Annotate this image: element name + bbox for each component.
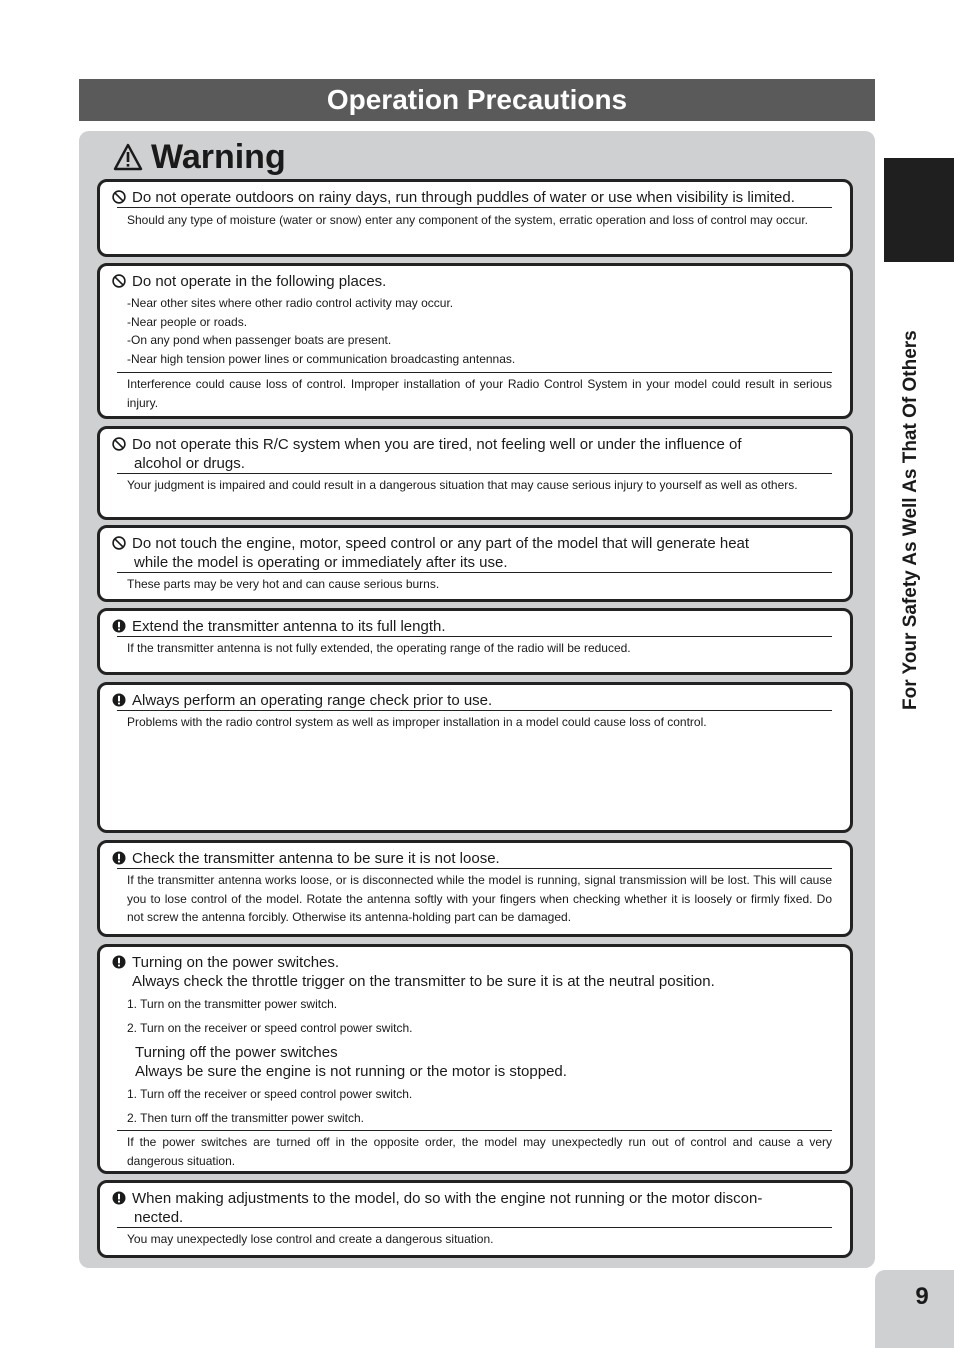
precaution-heading (112, 188, 832, 207)
subheading-cont: Always be sure the engine is not running or the motor is stopped. (135, 1063, 567, 1080)
heading-text: When making adjustments to the model, do so with the engine not running or the motor discon- (132, 1190, 763, 1207)
precaution-box (97, 1180, 853, 1258)
step-item: 1. Turn off the receiver or speed control power switch. (127, 1087, 413, 1101)
heading-text: Turning on the power switches. (132, 954, 340, 971)
heading-text: Do not touch the engine, motor, speed control or any part of the model that will generate heat (132, 535, 750, 552)
precaution-box (97, 608, 853, 675)
precaution-body: If the transmitter antenna works loose, or is disconnected while the model is running, signal transmission will be lost. This will cause you to lose control of the model. Rotate the antenna softly with your fingers when checking whether it is loosely or firmly fixed. Do not screw the antenna forcibly. Otherwise its antenna-holding part can be damaged. (127, 873, 832, 924)
precaution-heading (112, 435, 832, 473)
heading-text: Do not operate this R/C system when you are tired, not feeling well or under the influence of (132, 436, 742, 453)
heading-text-cont: while the model is operating or immediately after its use. (134, 554, 508, 571)
heading-text: Do not operate outdoors on rainy days, run through puddles of water or use when visibility is limited. (132, 189, 795, 206)
heading-text: Check the transmitter antenna to be sure it is not loose. (132, 850, 500, 867)
warning-title: Warning (151, 137, 286, 176)
precaution-box (97, 840, 853, 937)
heading-text-cont: nected. (134, 1209, 184, 1226)
side-tab-label: For Your Safety As Well As That Of Others (900, 330, 921, 710)
divider (117, 636, 832, 637)
list-item: -Near other sites where other radio control activity may occur. (127, 296, 454, 310)
section-tab (884, 158, 954, 262)
heading-text: Always perform an operating range check prior to use. (132, 692, 493, 709)
prohibited-icon (112, 437, 126, 451)
precaution-body: If the power switches are turned off in the opposite order, the model may unexpectedly run out of control and cause a very dangerous situation. (127, 1135, 832, 1168)
precaution-body: If the transmitter antenna is not fully extended, the operating range of the radio will be reduced. (127, 641, 631, 655)
exclamation-icon (112, 693, 126, 707)
exclamation-icon (112, 851, 126, 865)
divider (117, 207, 832, 208)
page-number: 9 (915, 1283, 929, 1310)
prohibited-icon (112, 536, 126, 550)
precaution-body: Interference could cause loss of control. Improper installation of your Radio Control System in your model could result in serious injury. (127, 377, 832, 410)
precaution-body: Your judgment is impaired and could result in a dangerous situation that may cause serious injury to yourself as well as others. (127, 478, 798, 492)
precaution-heading (112, 1189, 832, 1227)
precaution-box (97, 263, 853, 419)
exclamation-icon (112, 1191, 126, 1205)
precaution-heading (112, 534, 832, 572)
precaution-heading (112, 272, 832, 291)
divider (117, 1130, 832, 1131)
heading-text: Do not operate in the following places. (132, 273, 387, 290)
warning-heading (113, 135, 286, 179)
divider (117, 710, 832, 711)
list-item: -Near high tension power lines or communication broadcasting antennas. (127, 352, 516, 366)
precaution-heading (112, 691, 832, 710)
page-title: Operation Precautions (79, 79, 875, 121)
heading-text: Extend the transmitter antenna to its full length. (132, 618, 446, 635)
prohibited-icon (112, 274, 126, 288)
precaution-box (97, 525, 853, 602)
divider (117, 572, 832, 573)
divider (117, 1227, 832, 1228)
heading-text-cont: Always check the throttle trigger on the transmitter to be sure it is at the neutral position. (132, 973, 715, 990)
warning-triangle-icon (113, 143, 143, 171)
precaution-box (97, 682, 853, 833)
divider (117, 868, 832, 869)
exclamation-icon (112, 619, 126, 633)
precaution-heading (112, 849, 832, 868)
list-item: -Near people or roads. (127, 315, 248, 329)
precaution-body: Should any type of moisture (water or snow) enter any component of the system, erratic operation and loss of control may occur. (127, 213, 808, 227)
precaution-heading (112, 617, 832, 636)
step-item: 2. Turn on the receiver or speed control power switch. (127, 1021, 413, 1035)
precaution-box (97, 179, 853, 257)
precaution-heading (112, 953, 832, 991)
precaution-body: These parts may be very hot and can cause serious burns. (127, 577, 440, 591)
step-item: 1. Turn on the transmitter power switch. (127, 997, 338, 1011)
precaution-box (97, 944, 853, 1174)
step-item: 2. Then turn off the transmitter power switch. (127, 1111, 364, 1125)
exclamation-icon (112, 955, 126, 969)
list-item: -On any pond when passenger boats are present. (127, 333, 392, 347)
precaution-body: You may unexpectedly lose control and create a dangerous situation. (127, 1232, 494, 1246)
precaution-box (97, 426, 853, 520)
prohibited-icon (112, 190, 126, 204)
divider (117, 372, 832, 373)
heading-text-cont: alcohol or drugs. (134, 455, 245, 472)
subheading: Turning off the power switches (135, 1044, 338, 1061)
divider (117, 473, 832, 474)
precaution-body: Problems with the radio control system as well as improper installation in a model could cause loss of control. (127, 715, 707, 729)
